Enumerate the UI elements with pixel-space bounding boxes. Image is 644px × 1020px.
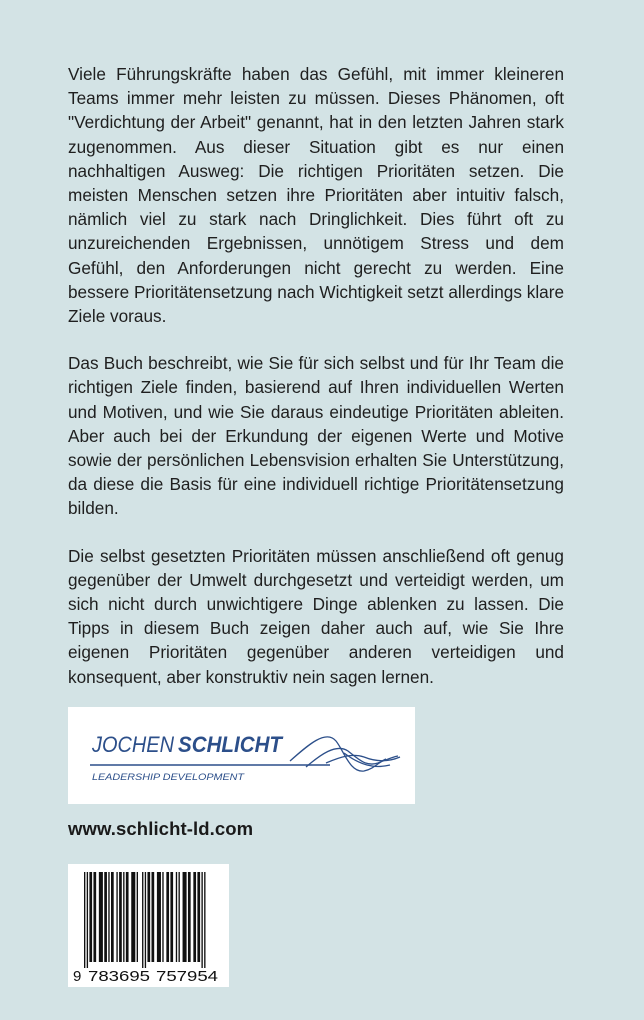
barcode-graphic [68, 864, 229, 987]
barcode-bar [142, 872, 143, 968]
barcode-bar [188, 872, 191, 962]
barcode-bar [119, 872, 122, 962]
barcode-bar [99, 872, 103, 962]
logo-wave-mark [290, 737, 400, 771]
barcode-bar [126, 872, 129, 962]
barcode-bar [123, 872, 124, 962]
barcode-bar [93, 872, 96, 962]
barcode-bar [157, 872, 161, 962]
barcode-bar [116, 872, 117, 962]
isbn-barcode [68, 864, 229, 987]
blurb-paragraph-1: Viele Führungskräfte haben das Gefühl, mit immer kleineren Teams immer mehr leisten zu müssen. Dieses Phänomen, oft "Verdichtung der Arbeit" genannt, hat in den letzten Jahren stark zugenommen. Aus dieser Situation gibt es nur einen nachhaltigen Ausweg: Die richtigen Prioritäten setzen. Die meisten Menschen setzen ihre Prioritäten aber intuitiv falsch, nämlich viel zu stark nach Dringlichkeit. Dies führt oft zu unzureichenden Ergebnissen, unnötigem Stress und dem Gefühl, den Anforderungen nicht gerecht zu werden. Eine bessere Prioritätensetzung nach Wichtigkeit setzt allerdings klare Ziele voraus. [68, 64, 564, 327]
barcode-bar [108, 872, 109, 962]
isbn-group-2: 757954 [156, 968, 218, 985]
barcode-bar [89, 872, 92, 962]
website-link[interactable]: www.schlicht-ld.com [68, 818, 254, 839]
isbn-group-1: 783695 [88, 968, 150, 985]
barcode-bar [170, 872, 173, 962]
barcode-bar [145, 872, 146, 968]
barcode-bar [147, 872, 150, 962]
barcode-bar [197, 872, 200, 962]
barcode-bar [137, 872, 138, 962]
barcode-bar [176, 872, 177, 962]
barcode-bar [162, 872, 163, 962]
barcode-bar [193, 872, 196, 962]
logo-last-name: SCHLICHT [178, 732, 284, 757]
barcode-bar [204, 872, 205, 968]
author-logo [68, 707, 415, 804]
barcode-bar [111, 872, 114, 962]
barcode-bar [131, 872, 135, 962]
blurb-paragraph-2: Das Buch beschreibt, wie Sie für sich selbst und für Ihr Team die richtigen Ziele finden, basierend auf Ihren individuellen Werten und Motiven, und wie Sie daraus eindeutige Prioritäten ableiten. Aber auch bei der Erkundung der eigenen Werte und Motive sowie der persönlichen Lebensvision erhalten Sie Unterstützung, da diese die Basis für eine individuell richtige Prioritätensetzung bilden. [68, 353, 564, 519]
barcode-bar [84, 872, 85, 968]
barcode-bar [201, 872, 202, 968]
barcode-bar [104, 872, 107, 962]
barcode-bar [183, 872, 187, 962]
isbn-first-digit: 9 [73, 968, 82, 985]
barcode-bars [84, 872, 206, 968]
logo-graphic [68, 707, 415, 804]
barcode-bar [179, 872, 180, 962]
blurb-paragraph-3: Die selbst gesetzten Prioritäten müssen anschließend oft genug gegenüber der Umwelt durchgesetzt und verteidigt werden, um sich nicht durch unwichtigere Dinge ablenken zu lassen. Die Tipps in diesem Buch zeigen daher auch auf, wie Sie Ihre eigenen Prioritäten gegenüber anderen verteidigen und konsequent, aber konstruktiv nein sagen lernen. [68, 545, 564, 687]
back-cover-text [68, 62, 564, 712]
logo-first-name: JOCHEN [91, 732, 175, 757]
barcode-bar [87, 872, 88, 968]
barcode-bar [152, 872, 155, 962]
logo-tagline: LEADERSHIP DEVELOPMENT [92, 772, 246, 783]
barcode-bar [166, 872, 169, 962]
